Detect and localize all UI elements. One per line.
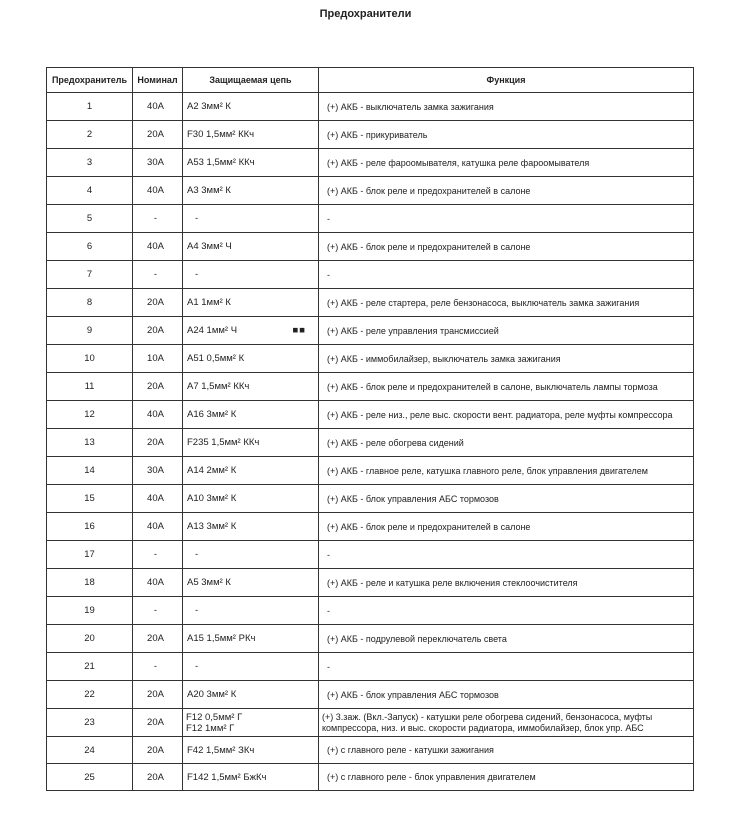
circuit-cell: A4 3мм² Ч: [183, 233, 319, 261]
function-cell: -: [319, 205, 694, 233]
function-cell: -: [319, 597, 694, 625]
circuit-cell: A5 3мм² К: [183, 569, 319, 597]
header-fuse: Предохранитель: [47, 68, 133, 93]
table-row: [47, 569, 694, 597]
fuse-rating-cell: 30A: [133, 149, 183, 177]
table-row: [47, 625, 694, 653]
fuse-rating-cell: -: [133, 597, 183, 625]
function-cell: (+) АКБ - блок управления АБС тормозов: [319, 681, 694, 709]
fuse-rating-cell: -: [133, 261, 183, 289]
table-row: [47, 261, 694, 289]
table-row: [47, 177, 694, 205]
circuit-cell: -: [183, 541, 319, 569]
function-cell: (+) АКБ - блок управления АБС тормозов: [319, 485, 694, 513]
fuse-number-cell: 9: [47, 317, 133, 345]
fuse-number-cell: 16: [47, 513, 133, 541]
fuse-number-cell: 20: [47, 625, 133, 653]
fuse-rating-cell: 40A: [133, 513, 183, 541]
circuit-cell: A1 1мм² К: [183, 289, 319, 317]
circuit-cell: A53 1,5мм² ККч: [183, 149, 319, 177]
table-row: [47, 401, 694, 429]
fuse-number-cell: 21: [47, 653, 133, 681]
table-row: [47, 93, 694, 121]
function-cell: (+) с главного реле - катушки зажигания: [319, 737, 694, 764]
circuit-cell: F142 1,5мм² БжКч: [183, 764, 319, 791]
fuse-rating-cell: 10A: [133, 345, 183, 373]
table-row: [47, 317, 694, 345]
fuse-rating-cell: 20A: [133, 681, 183, 709]
table-row: [47, 681, 694, 709]
function-cell: (+) АКБ - реле и катушка реле включения стеклоочистителя: [319, 569, 694, 597]
circuit-cell: A14 2мм² К: [183, 457, 319, 485]
fuse-rating-cell: 20A: [133, 625, 183, 653]
fuse-rating-cell: 40A: [133, 93, 183, 121]
fuse-rating-cell: 40A: [133, 569, 183, 597]
function-cell: (+) АКБ - блок реле и предохранителей в салоне, выключатель лампы тормоза: [319, 373, 694, 401]
fuse-number-cell: 14: [47, 457, 133, 485]
circuit-cell: -: [183, 653, 319, 681]
table-row: [47, 653, 694, 681]
table-row: [47, 429, 694, 457]
table-header-row: [47, 68, 694, 93]
table-row: [47, 345, 694, 373]
circuit-cell: A24 1мм² Ч ■■: [183, 317, 319, 345]
table-row: [47, 709, 694, 737]
page-title: Предохранители: [319, 8, 412, 20]
circuit-cell: A51 0,5мм² К: [183, 345, 319, 373]
function-cell: -: [319, 261, 694, 289]
circuit-cell: -: [183, 261, 319, 289]
fuse-rating-cell: 20A: [133, 764, 183, 791]
fuse-number-cell: 10: [47, 345, 133, 373]
function-cell: (+) АКБ - реле низ., реле выс. скорости вент. радиатора, реле муфты компрессора: [319, 401, 694, 429]
circuit-cell: F30 1,5мм² ККч: [183, 121, 319, 149]
function-cell: (+) АКБ - блок реле и предохранителей в салоне: [319, 233, 694, 261]
fuse-number-cell: 5: [47, 205, 133, 233]
function-cell: (+) 3.заж. (Вкл.-Запуск) - катушки реле обогрева сидений, бензонасоса, муфты компрессора, низ. и выс. скорости радиатора, иммобилайзер, блок упр. АБС: [319, 709, 694, 737]
function-cell: (+) АКБ - блок реле и предохранителей в салоне: [319, 177, 694, 205]
fuse-rating-cell: 20A: [133, 289, 183, 317]
function-cell: (+) АКБ - главное реле, катушка главного реле, блок управления двигателем: [319, 457, 694, 485]
fuse-number-cell: 19: [47, 597, 133, 625]
fuse-number-cell: 4: [47, 177, 133, 205]
fuse-rating-cell: 20A: [133, 373, 183, 401]
function-cell: (+) АКБ - реле фароомывателя, катушка реле фароомывателя: [319, 149, 694, 177]
table-row: [47, 513, 694, 541]
fuse-number-cell: 12: [47, 401, 133, 429]
circuit-cell: -: [183, 205, 319, 233]
function-cell: (+) АКБ - реле управления трансмиссией: [319, 317, 694, 345]
circuit-cell: -: [183, 597, 319, 625]
table-row: [47, 737, 694, 764]
circuit-cell: A16 3мм² К: [183, 401, 319, 429]
header-circuit: Защищаемая цепь: [183, 68, 319, 93]
fuse-number-cell: 7: [47, 261, 133, 289]
fuse-number-cell: 23: [47, 709, 133, 737]
fuse-rating-cell: 40A: [133, 177, 183, 205]
circuit-cell: F235 1,5мм² ККч: [183, 429, 319, 457]
function-cell: (+) АКБ - блок реле и предохранителей в салоне: [319, 513, 694, 541]
table-row: [47, 149, 694, 177]
fuse-number-cell: 3: [47, 149, 133, 177]
table-row: [47, 289, 694, 317]
fuse-number-cell: 24: [47, 737, 133, 764]
function-cell: (+) АКБ - иммобилайзер, выключатель замка зажигания: [319, 345, 694, 373]
fuse-rating-cell: 30A: [133, 457, 183, 485]
fuse-rating-cell: -: [133, 205, 183, 233]
fuse-rating-cell: 40A: [133, 233, 183, 261]
fuse-number-cell: 8: [47, 289, 133, 317]
header-rating: Номинал: [133, 68, 183, 93]
circuit-cell: A15 1,5мм² РКч: [183, 625, 319, 653]
fuse-table: [46, 67, 694, 791]
circuit-cell: A13 3мм² К: [183, 513, 319, 541]
fuse-rating-cell: 20A: [133, 709, 183, 737]
table-row: [47, 457, 694, 485]
circuit-cell: A2 3мм² К: [183, 93, 319, 121]
fuse-rating-cell: -: [133, 653, 183, 681]
fuse-number-cell: 18: [47, 569, 133, 597]
fuse-rating-cell: 20A: [133, 429, 183, 457]
function-cell: (+) АКБ - выключатель замка зажигания: [319, 93, 694, 121]
fuse-number-cell: 6: [47, 233, 133, 261]
circuit-cell: F42 1,5мм² ЗКч: [183, 737, 319, 764]
circuit-cell: A3 3мм² К: [183, 177, 319, 205]
fuse-rating-cell: 20A: [133, 121, 183, 149]
function-cell: (+) АКБ - реле обогрева сидений: [319, 429, 694, 457]
fuse-number-cell: 17: [47, 541, 133, 569]
header-function: Функция: [319, 68, 694, 93]
fuse-number-cell: 2: [47, 121, 133, 149]
function-cell: -: [319, 541, 694, 569]
table-row: [47, 121, 694, 149]
fuse-number-cell: 11: [47, 373, 133, 401]
function-cell: (+) АКБ - прикуриватель: [319, 121, 694, 149]
fuse-rating-cell: 20A: [133, 737, 183, 764]
circuit-cell: A10 3мм² К: [183, 485, 319, 513]
table-row: [47, 597, 694, 625]
circuit-cell: A20 3мм² К: [183, 681, 319, 709]
function-cell: (+) АКБ - реле стартера, реле бензонасоса, выключатель замка зажигания: [319, 289, 694, 317]
fuse-rating-cell: 20A: [133, 317, 183, 345]
fuse-number-cell: 15: [47, 485, 133, 513]
table-row: [47, 373, 694, 401]
table-row: [47, 485, 694, 513]
table-row: [47, 541, 694, 569]
fuse-number-cell: 22: [47, 681, 133, 709]
fuse-number-cell: 25: [47, 764, 133, 791]
function-cell: (+) с главного реле - блок управления двигателем: [319, 764, 694, 791]
table-row: [47, 764, 694, 791]
circuit-cell: A7 1,5мм² ККч: [183, 373, 319, 401]
marker-icon: ■■: [292, 325, 306, 336]
fuse-number-cell: 13: [47, 429, 133, 457]
table-row: [47, 233, 694, 261]
circuit-cell: F12 0,5мм² Г F12 1мм² Г: [183, 709, 319, 737]
function-cell: (+) АКБ - подрулевой переключатель света: [319, 625, 694, 653]
fuse-number-cell: 1: [47, 93, 133, 121]
fuse-rating-cell: -: [133, 541, 183, 569]
fuse-rating-cell: 40A: [133, 401, 183, 429]
fuse-rating-cell: 40A: [133, 485, 183, 513]
function-cell: -: [319, 653, 694, 681]
table-row: [47, 205, 694, 233]
